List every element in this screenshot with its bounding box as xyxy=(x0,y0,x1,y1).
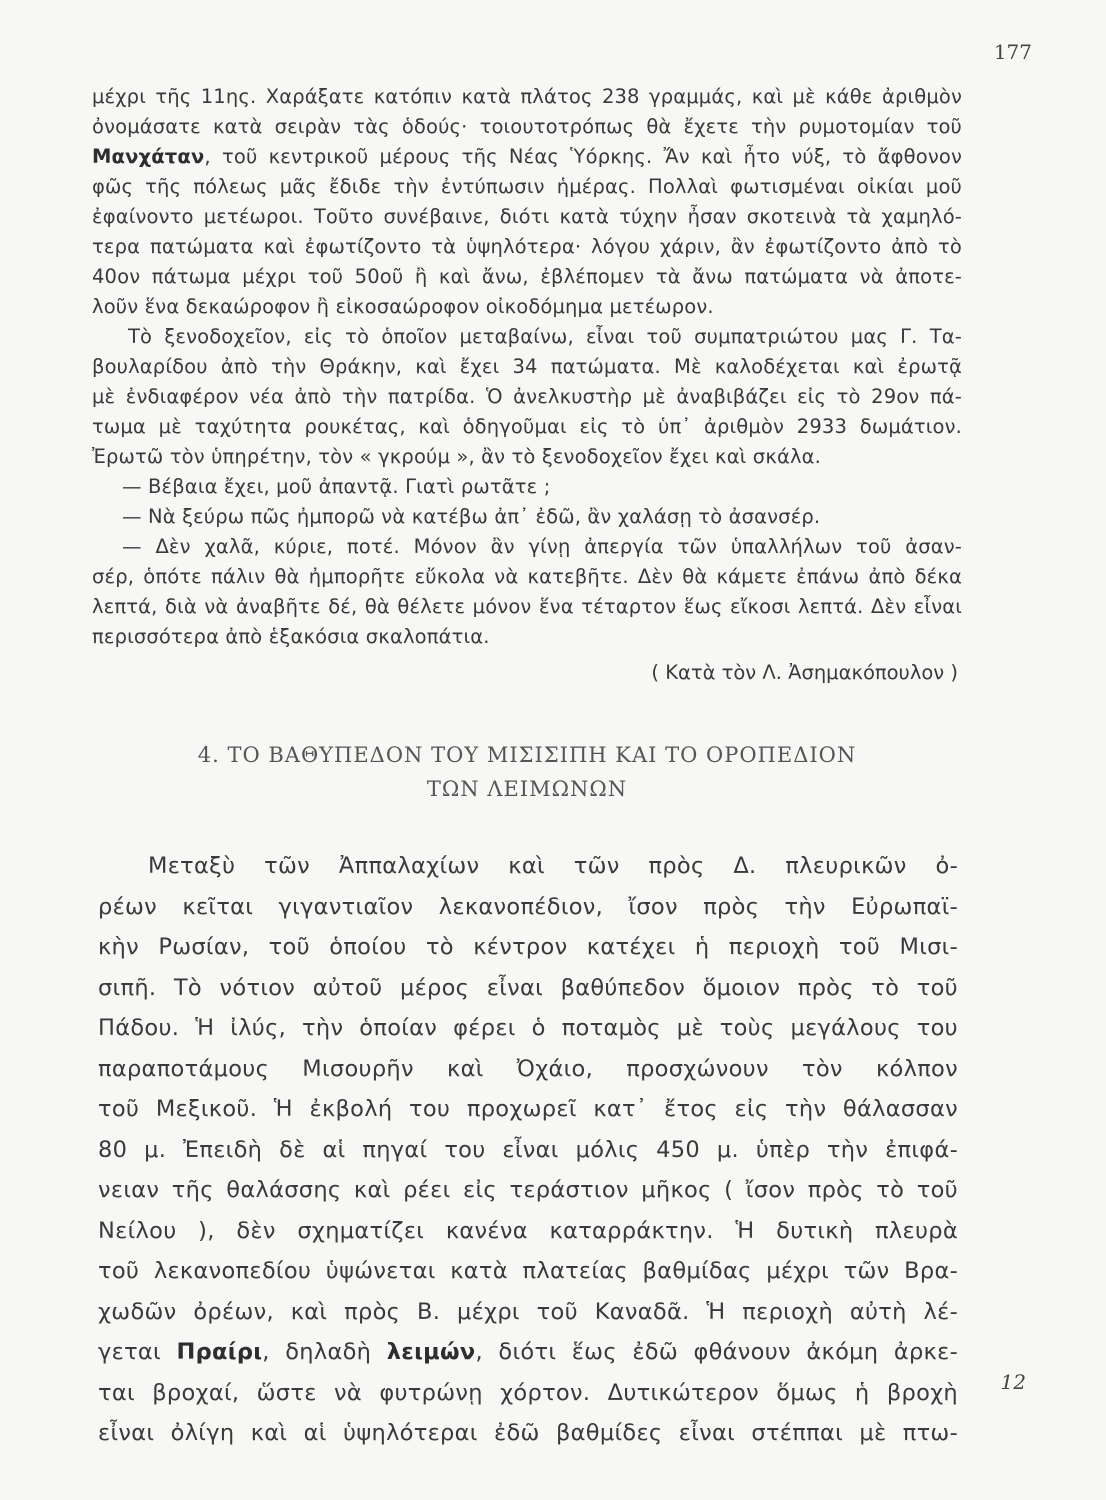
text-line: Μεταξὺ τῶν Ἀππαλαχίων καὶ τῶν πρὸς Δ. πλευρικῶν ὀ- xyxy=(148,853,958,879)
dialog-line: — Βέβαια ἔχει, μοῦ ἀπαντᾷ. Γιατὶ ρωτᾶτε ; xyxy=(122,475,551,498)
text-line: Πάδου. Ἡ ἰλύς, τὴν ὁποίαν φέρει ὁ ποταμὸς μὲ τοὺς μεγάλους του xyxy=(98,1015,958,1041)
attribution: ( Κατὰ τὸν Λ. Ἀσημακόπουλον ) xyxy=(651,661,958,684)
text-line: περισσότερα ἀπὸ ἑξακόσια σκαλοπάτια. xyxy=(92,625,490,648)
bold-term-prairie: Πραίρι xyxy=(176,1339,263,1365)
dialog-line: — Νὰ ξεύρω πῶς ἠμπορῶ νὰ κατέβω ἀπ᾿ ἐδῶ, ἂν χαλάσῃ τὸ ἀσανσέρ. xyxy=(122,505,821,528)
text-line: σιπῆ. Τὸ νότιον αὐτοῦ μέρος εἶναι βαθύπεδον ὅμοιον πρὸς τὸ τοῦ xyxy=(98,974,958,1001)
text-line: τωμα μὲ ταχύτητα ρουκέτας, καὶ ὁδηγοῦμαι εἰς τὸ ὑπ᾿ ἀριθμὸν 2933 δωμάτιον. xyxy=(92,415,962,438)
section-heading xyxy=(92,738,962,806)
text-span: , δηλαδὴ xyxy=(262,1339,387,1365)
text-line: κὴν Ρωσίαν, τοῦ ὁποίου τὸ κέντρον κατέχει ἡ περιοχὴ τοῦ Μισι- xyxy=(98,934,958,960)
dialog-line: — Δὲν χαλᾶ, κύριε, ποτέ. Μόνον ἂν γίνῃ ἀπεργία τῶν ὑπαλλήλων τοῦ ἀσαν- xyxy=(122,535,962,558)
text-line: τοῦ Μεξικοῦ. Ἡ ἐκβολή του προχωρεῖ κατ᾿ ἔτος εἰς τὴν θάλασσαν xyxy=(98,1096,958,1122)
heading-line-2: ΤΩΝ ΛΕΙΜΩΝΩΝ xyxy=(426,777,628,801)
text-line xyxy=(98,1332,958,1373)
text-line: παραποτάμους Μισουρῆν καὶ Ὀχάιο, προσχώνουν τὸν κόλπον xyxy=(98,1055,958,1082)
text-span: , τοῦ κεντρικοῦ μέρους τῆς Νέας Ὑόρκης. Ἄν καὶ ἦτο νύξ, τὸ ἄφθονον xyxy=(204,145,962,168)
text-line: Ἐρωτῶ τὸν ὑπηρέτην, τὸν « γκρούμ », ἂν τὸ ξενοδοχεῖον ἔχει καὶ σκάλα. xyxy=(92,445,822,468)
text-line: Νείλου ), δὲν σχηματίζει κανένα καταρράκτην. Ἡ δυτικὴ πλευρὰ xyxy=(98,1217,958,1244)
text-line: τερα πατώματα καὶ ἐφωτίζοντο τὰ ὑψηλότερα· λόγου χάριν, ἂν ἐφωτίζοντο ἀπὸ τὸ xyxy=(92,235,962,258)
text-line: 40ον πάτωμα μέχρι τοῦ 50οῦ ἢ καὶ ἄνω, ἐβλέπομεν τὰ ἄνω πατώματα νὰ ἀποτε- xyxy=(92,265,962,288)
text-line: ἐφαίνοντο μετέωροι. Τοῦτο συνέβαινε, διότι κατὰ τύχην ἦσαν σκοτεινὰ τὰ χαμηλό- xyxy=(92,205,962,228)
text-line: νειαν τῆς θαλάσσης καὶ ρέει εἰς τεράστιον μῆκος ( ἴσον πρὸς τὸ τοῦ xyxy=(98,1177,958,1203)
text-line: ὀνομάσατε κατὰ σειρὰν τὰς ὁδούς· τοιουτοτρόπως θὰ ἔχετε τὴν ρυμοτομίαν τοῦ xyxy=(92,115,962,138)
text-line xyxy=(92,142,962,172)
passage-1 xyxy=(92,82,962,688)
page-number: 177 xyxy=(993,40,1032,64)
passage-2 xyxy=(98,846,958,1454)
text-line: ρέων κεῖται γιγαντιαῖον λεκανοπέδιον, ἴσον πρὸς τὴν Εὐρωπαϊ- xyxy=(98,893,958,920)
text-line: φῶς τῆς πόλεως μᾶς ἔδιδε τὴν ἐντύπωσιν ἡμέρας. Πολλαὶ φωτισμέναι οἰκίαι μοῦ xyxy=(92,175,962,198)
text-line: μέχρι τῆς 11ης. Χαράξατε κατόπιν κατὰ πλάτος 238 γραμμάς, καὶ μὲ κάθε ἀριθμὸν xyxy=(92,85,962,108)
heading-line-1: 4. ΤΟ ΒΑΘΥΠΕΔΟΝ ΤΟΥ ΜΙΣΙΣΙΠΗ ΚΑΙ ΤΟ ΟΡΟΠΕΔΙΟΝ xyxy=(197,743,857,767)
text-line: τοῦ λεκανοπεδίου ὑψώνεται κατὰ πλατείας βαθμίδας μέχρι τῶν Βρα- xyxy=(98,1258,958,1284)
text-line: σέρ, ὁπότε πάλιν θὰ ἠμπορῆτε εὔκολα νὰ κατεβῆτε. Δὲν θὰ κάμετε ἐπάνω ἀπὸ δέκα xyxy=(92,565,962,588)
text-line: μὲ ἐνδιαφέρον νέα ἀπὸ τὴν πατρίδα. Ὁ ἀνελκυστὴρ μὲ ἀναβιβάζει εἰς τὸ 29ον πά- xyxy=(92,385,962,408)
text-line: 80 μ. Ἐπειδὴ δὲ αἱ πηγαί του εἶναι μόλις 450 μ. ὑπὲρ τὴν ἐπιφά- xyxy=(98,1136,958,1163)
text-line: λεπτά, διὰ νὰ ἀναβῆτε δέ, θὰ θέλετε μόνον ἕνα τέταρτον ἕως εἴκοσι λεπτά. Δὲν εἶναι xyxy=(92,595,962,618)
text-span: γεται xyxy=(98,1339,177,1365)
text-line: εἶναι ὀλίγη καὶ αἱ ὑψηλότεραι ἐδῶ βαθμίδες εἶναι στέππαι μὲ πτω- xyxy=(98,1420,958,1446)
bold-term-manhattan: Μανχάταν xyxy=(92,145,205,168)
text-span: , διότι ἕως ἐδῶ φθάνουν ἀκόμη ἀρκε- xyxy=(475,1339,958,1365)
text-line: Τὸ ξενοδοχεῖον, εἰς τὸ ὁποῖον μεταβαίνω, εἶναι τοῦ συμπατριώτου μας Γ. Τα- xyxy=(128,325,962,348)
text-line: λοῦν ἕνα δεκαώροφον ἢ εἰκοσαώροφον οἰκοδόμημα μετέωρον. xyxy=(92,295,714,318)
text-line: ται βροχαί, ὥστε νὰ φυτρώνῃ χόρτον. Δυτικώτερον ὅμως ἡ βροχὴ xyxy=(98,1379,958,1406)
bold-term-meadow: λειμών xyxy=(386,1339,476,1365)
text-line: χωδῶν ὀρέων, καὶ πρὸς Β. μέχρι τοῦ Καναδᾶ. Ἡ περιοχὴ αὐτὴ λέ- xyxy=(98,1298,958,1325)
footer-signature-number: 12 xyxy=(1000,1370,1026,1394)
text-line: βουλαρίδου ἀπὸ τὴν Θράκην, καὶ ἔχει 34 πατώματα. Μὲ καλοδέχεται καὶ ἐρωτᾷ xyxy=(92,355,962,378)
